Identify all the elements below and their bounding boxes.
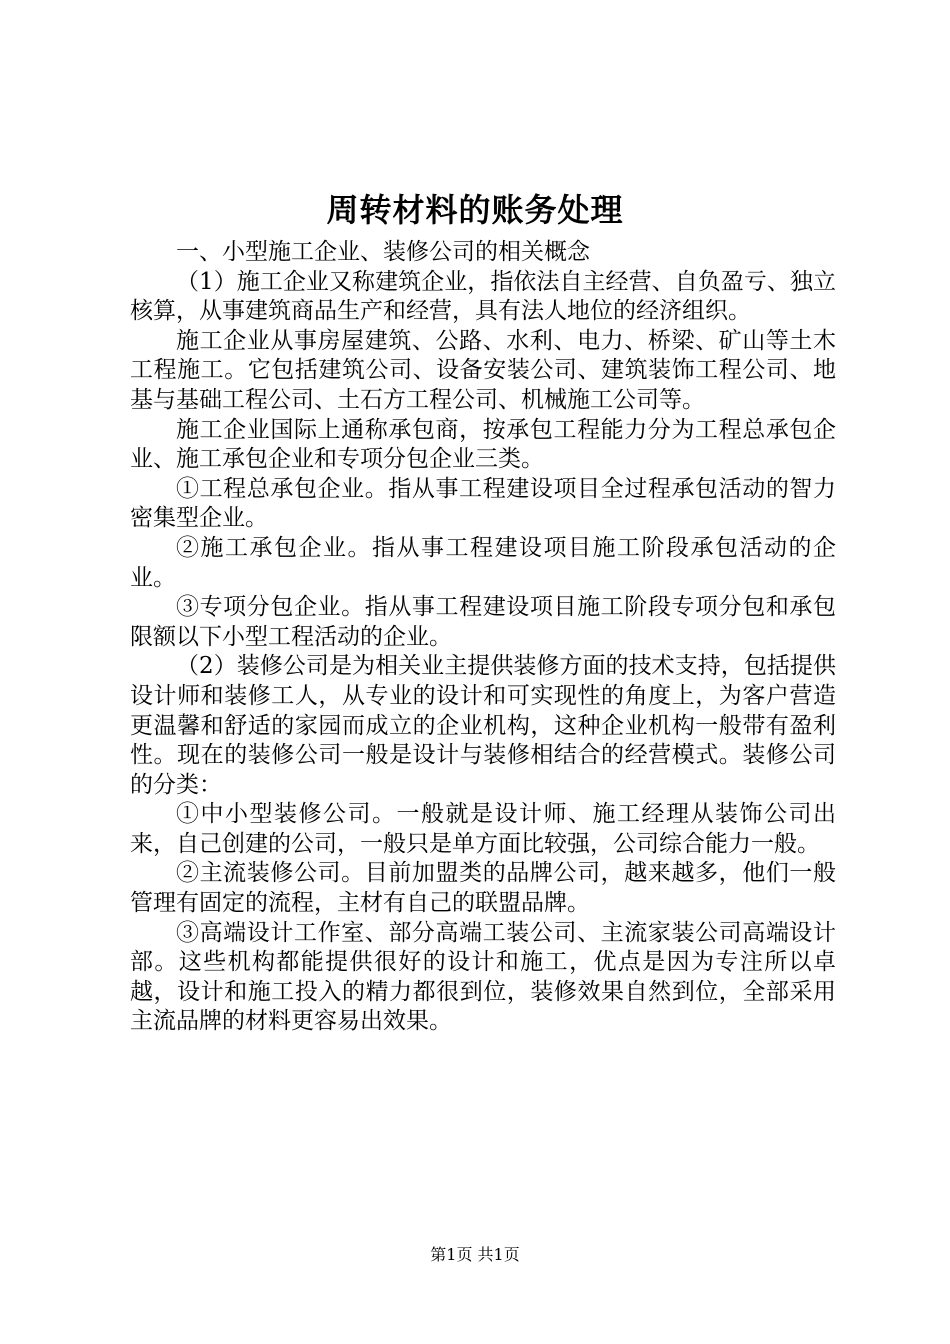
paragraph: 施工企业国际上通称承包商，按承包工程能力分为工程总承包企业、施工承包企业和专项分包企业三类。 — [130, 416, 836, 473]
document-body — [130, 238, 836, 1037]
section-heading: 一、小型施工企业、装修公司的相关概念 — [176, 239, 590, 265]
list-item: ①工程总承包企业。指从事工程建设项目全过程承包活动的智力密集型企业。 — [130, 475, 836, 532]
list-item: ②施工承包企业。指从事工程建设项目施工阶段承包活动的企业。 — [130, 534, 836, 591]
list-item: ③专项分包企业。指从事工程建设项目施工阶段专项分包和承包限额以下小型工程活动的企业。 — [130, 594, 836, 650]
document-title: 周转材料的账务处理 — [326, 191, 624, 229]
paragraph: （2）装修公司是为相关业主提供装修方面的技术支持，包括提供设计师和装修工人，从专业的设计和可实现性的角度上，为客户营造更温馨和舒适的家园而成立的企业机构，这种企业机构一般带有盈利性。现在的装修公司一般是设计与装修相结合的经营模式。装修公司的分类： — [130, 653, 836, 798]
paragraph: （1）施工企业又称建筑企业，指依法自主经营、自负盈亏、独立核算，从事建筑商品生产和经营，具有法人地位的经济组织。 — [130, 268, 836, 325]
page-number-footer: 第1页 共1页 — [430, 1245, 520, 1264]
list-item: ①中小型装修公司。一般就是设计师、施工经理从装饰公司出来，自己创建的公司，一般只是单方面比较强，公司综合能力一般。 — [130, 801, 836, 857]
list-item: ③高端设计工作室、部分高端工装公司、主流家装公司高端设计部。这些机构都能提供很好的设计和施工，优点是因为专注所以卓越，设计和施工投入的精力都很到位，装修效果自然到位，全部采用主流品牌的材料更容易出效果。 — [130, 919, 836, 1035]
list-item: ②主流装修公司。目前加盟类的品牌公司，越来越多，他们一般管理有固定的流程，主材有自己的联盟品牌。 — [130, 860, 836, 917]
paragraph: 施工企业从事房屋建筑、公路、水利、电力、桥梁、矿山等土木工程施工。它包括建筑公司、设备安装公司、建筑装饰工程公司、地基与基础工程公司、土石方工程公司、机械施工公司等。 — [130, 327, 836, 413]
